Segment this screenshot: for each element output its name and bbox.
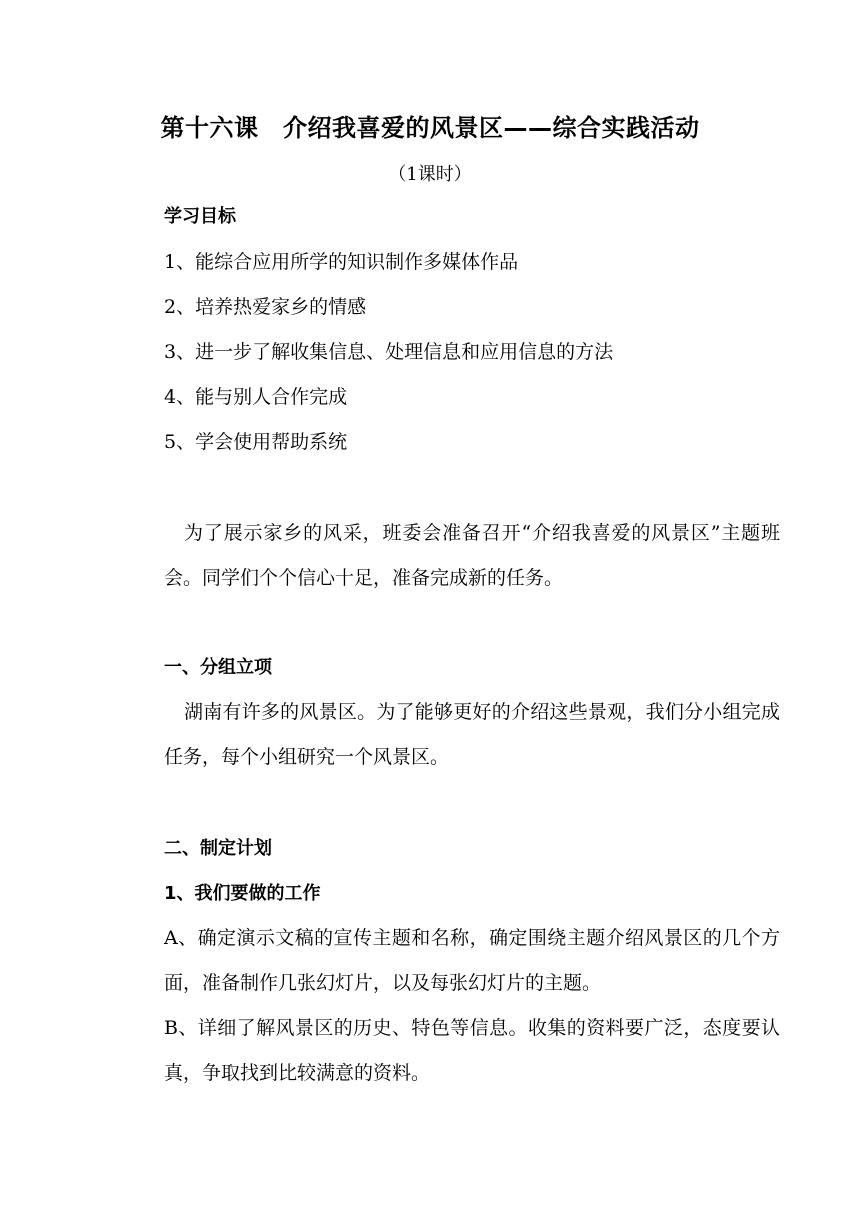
section2-item-b: B、详细了解风景区的历史、特色等信息。收集的资料要广泛，态度要认真，争取找到比较满意的资料。 — [164, 1017, 780, 1084]
section2-subheading: 1、我们要做的工作 — [164, 883, 321, 904]
objectives-heading: 学习目标 — [164, 206, 236, 227]
objective-item: 4、能与别人合作完成 — [164, 386, 348, 408]
section2-item-a: A、确定演示文稿的宣传主题和名称，确定围绕主题介绍风景区的几个方面，准备制作几张幻灯片，以及每张幻灯片的主题。 — [164, 927, 780, 994]
section1-paragraph: 湖南有许多的风景区。为了能够更好的介绍这些景观，我们分小组完成任务，每个小组研究一个风景区。 — [164, 701, 780, 768]
document-title: 第十六课 介绍我喜爱的风景区——综合实践活动 — [160, 114, 700, 142]
objective-item: 5、学会使用帮助系统 — [164, 431, 348, 453]
intro-paragraph: 为了展示家乡的风采，班委会准备召开“介绍我喜爱的风景区”主题班会。同学们个个信心十足，准备完成新的任务。 — [164, 522, 780, 589]
objective-item: 1、能综合应用所学的知识制作多媒体作品 — [164, 251, 519, 273]
section1-heading: 一、分组立项 — [164, 657, 272, 678]
objective-item: 3、进一步了解收集信息、处理信息和应用信息的方法 — [164, 341, 614, 363]
objective-item: 2、培养热爱家乡的情感 — [164, 296, 367, 318]
document-subtitle: （1课时） — [388, 164, 472, 185]
section2-heading: 二、制定计划 — [164, 838, 272, 859]
